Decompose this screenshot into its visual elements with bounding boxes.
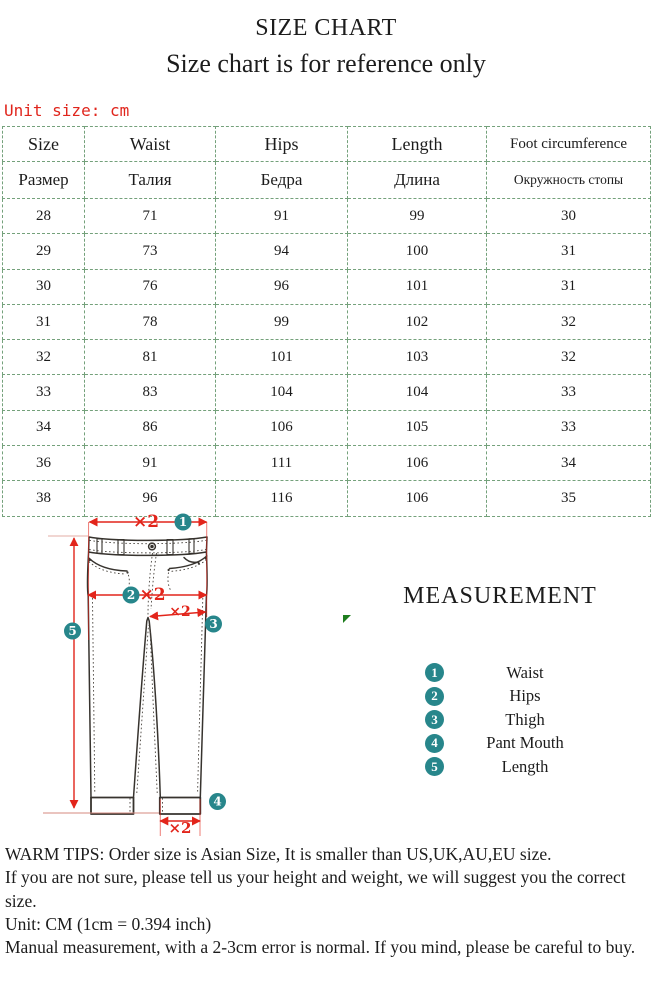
size-cell: 99 xyxy=(216,304,348,339)
col-header-en: Size xyxy=(3,127,85,162)
legend-item-thigh xyxy=(425,708,606,732)
hips-x2-label: ×2 xyxy=(139,585,166,605)
size-cell: 30 xyxy=(3,269,85,304)
left-pocket xyxy=(89,558,127,571)
size-cell: 101 xyxy=(348,269,487,304)
size-cell: 34 xyxy=(3,410,85,445)
callout-badge-5-icon xyxy=(64,623,81,640)
svg-text:3: 3 xyxy=(209,617,218,631)
dimension-lines xyxy=(43,522,207,836)
table-row xyxy=(3,269,651,304)
legend-badge-icon: 2 xyxy=(425,687,444,706)
size-cell: 78 xyxy=(85,304,216,339)
col-header-en: Foot circumference xyxy=(487,127,651,162)
callout-badge-2-icon xyxy=(123,587,140,604)
table-row xyxy=(3,304,651,339)
projection-lines xyxy=(89,522,207,836)
legend-label: Length xyxy=(501,756,549,776)
legend-badge-icon: 3 xyxy=(425,710,444,729)
size-cell: 99 xyxy=(348,199,487,234)
legend-item-length xyxy=(425,755,606,779)
legend-label: Hips xyxy=(509,686,541,706)
coin-pocket xyxy=(184,558,199,563)
size-cell: 29 xyxy=(3,234,85,269)
measurement-legend xyxy=(425,661,606,779)
size-cell: 31 xyxy=(487,269,651,304)
size-cell: 104 xyxy=(216,375,348,410)
warm-tips-line: If you are not sure, please tell us your height and weight, we will suggest you the correct size. xyxy=(5,867,626,911)
size-cell: 94 xyxy=(216,234,348,269)
waist-x2-label: ×2 xyxy=(132,512,160,532)
size-cell: 30 xyxy=(487,199,651,234)
size-cell: 33 xyxy=(487,375,651,410)
size-cell: 76 xyxy=(85,269,216,304)
table-row xyxy=(3,410,651,445)
col-header-en: Hips xyxy=(216,127,348,162)
size-cell: 116 xyxy=(216,481,348,516)
size-cell: 106 xyxy=(216,410,348,445)
size-cell: 106 xyxy=(348,446,487,481)
table-row xyxy=(3,340,651,375)
size-cell: 100 xyxy=(348,234,487,269)
col-header-ru: Размер xyxy=(3,162,85,199)
size-cell: 91 xyxy=(216,199,348,234)
size-cell: 101 xyxy=(216,340,348,375)
size-cell: 33 xyxy=(3,375,85,410)
svg-text:4: 4 xyxy=(213,794,222,809)
thigh-x2-label: ×2 xyxy=(169,604,191,620)
size-cell: 28 xyxy=(3,199,85,234)
size-cell: 96 xyxy=(216,269,348,304)
size-cell: 111 xyxy=(216,446,348,481)
size-table xyxy=(2,126,651,517)
svg-text:1: 1 xyxy=(178,515,188,529)
page-title: SIZE CHART xyxy=(255,15,397,41)
size-cell: 32 xyxy=(487,304,651,339)
size-cell: 34 xyxy=(487,446,651,481)
jeans-stitching xyxy=(89,540,207,813)
col-header-ru: Длина xyxy=(348,162,487,199)
pant-mouth-x2-label: ×2 xyxy=(168,819,192,837)
table-row xyxy=(3,199,651,234)
table-row xyxy=(3,446,651,481)
size-cell: 83 xyxy=(85,375,216,410)
legend-item-pant-mouth xyxy=(425,732,606,756)
col-header-ru: Окружность стопы xyxy=(487,162,651,199)
warm-tips xyxy=(5,843,650,959)
cursor-icon xyxy=(343,615,351,623)
size-cell: 35 xyxy=(487,481,651,516)
size-cell: 104 xyxy=(348,375,487,410)
size-cell: 32 xyxy=(487,340,651,375)
legend-badge-icon: 4 xyxy=(425,734,444,753)
legend-label: Thigh xyxy=(505,709,545,729)
size-cell: 86 xyxy=(85,410,216,445)
belt-loops xyxy=(97,539,194,555)
size-cell: 38 xyxy=(3,481,85,516)
legend-label: Pant Mouth xyxy=(486,733,564,753)
callout-badge-4-icon xyxy=(209,793,226,810)
right-pocket xyxy=(170,556,207,569)
size-cell: 81 xyxy=(85,340,216,375)
size-cell: 96 xyxy=(85,481,216,516)
table-row xyxy=(3,375,651,410)
header-row xyxy=(3,127,651,162)
measurement-title: MEASUREMENT xyxy=(403,583,597,609)
header-row xyxy=(3,162,651,199)
size-cell: 102 xyxy=(348,304,487,339)
callout-badge-3-icon xyxy=(205,616,222,633)
size-table-body xyxy=(3,199,651,517)
legend-item-waist xyxy=(425,661,606,685)
page-subtitle: Size chart is for reference only xyxy=(166,49,486,78)
size-cell: 106 xyxy=(348,481,487,516)
size-cell: 31 xyxy=(3,304,85,339)
unit-size-label: Unit size: cm xyxy=(4,101,130,120)
size-cell: 91 xyxy=(85,446,216,481)
size-cell: 73 xyxy=(85,234,216,269)
size-cell: 71 xyxy=(85,199,216,234)
svg-text:5: 5 xyxy=(68,624,77,638)
size-table-header xyxy=(3,127,651,199)
size-cell: 31 xyxy=(487,234,651,269)
size-cell: 103 xyxy=(348,340,487,375)
col-header-en: Length xyxy=(348,127,487,162)
jeans-measurement-diagram xyxy=(40,505,300,850)
table-row xyxy=(3,234,651,269)
warm-tips-line: WARM TIPS: Order size is Asian Size, It is smaller than US,UK,AU,EU size. xyxy=(5,844,552,864)
svg-text:2: 2 xyxy=(126,588,136,602)
size-cell: 105 xyxy=(348,410,487,445)
col-header-ru: Талия xyxy=(85,162,216,199)
legend-label: Waist xyxy=(506,662,544,682)
size-cell: 32 xyxy=(3,340,85,375)
legend-badge-icon: 1 xyxy=(425,663,444,682)
jeans-outline xyxy=(87,537,207,814)
warm-tips-line: Unit: CM (1cm = 0.394 inch) xyxy=(5,913,212,934)
legend-item-hips xyxy=(425,685,606,709)
size-cell: 33 xyxy=(487,410,651,445)
callout-badge-1-icon xyxy=(175,514,192,531)
legend-badge-icon: 5 xyxy=(425,757,444,776)
col-header-ru: Бедра xyxy=(216,162,348,199)
size-cell: 36 xyxy=(3,446,85,481)
col-header-en: Waist xyxy=(85,127,216,162)
warm-tips-line: Manual measurement, with a 2-3cm error is normal. If you mind, please be careful to buy. xyxy=(5,937,636,958)
